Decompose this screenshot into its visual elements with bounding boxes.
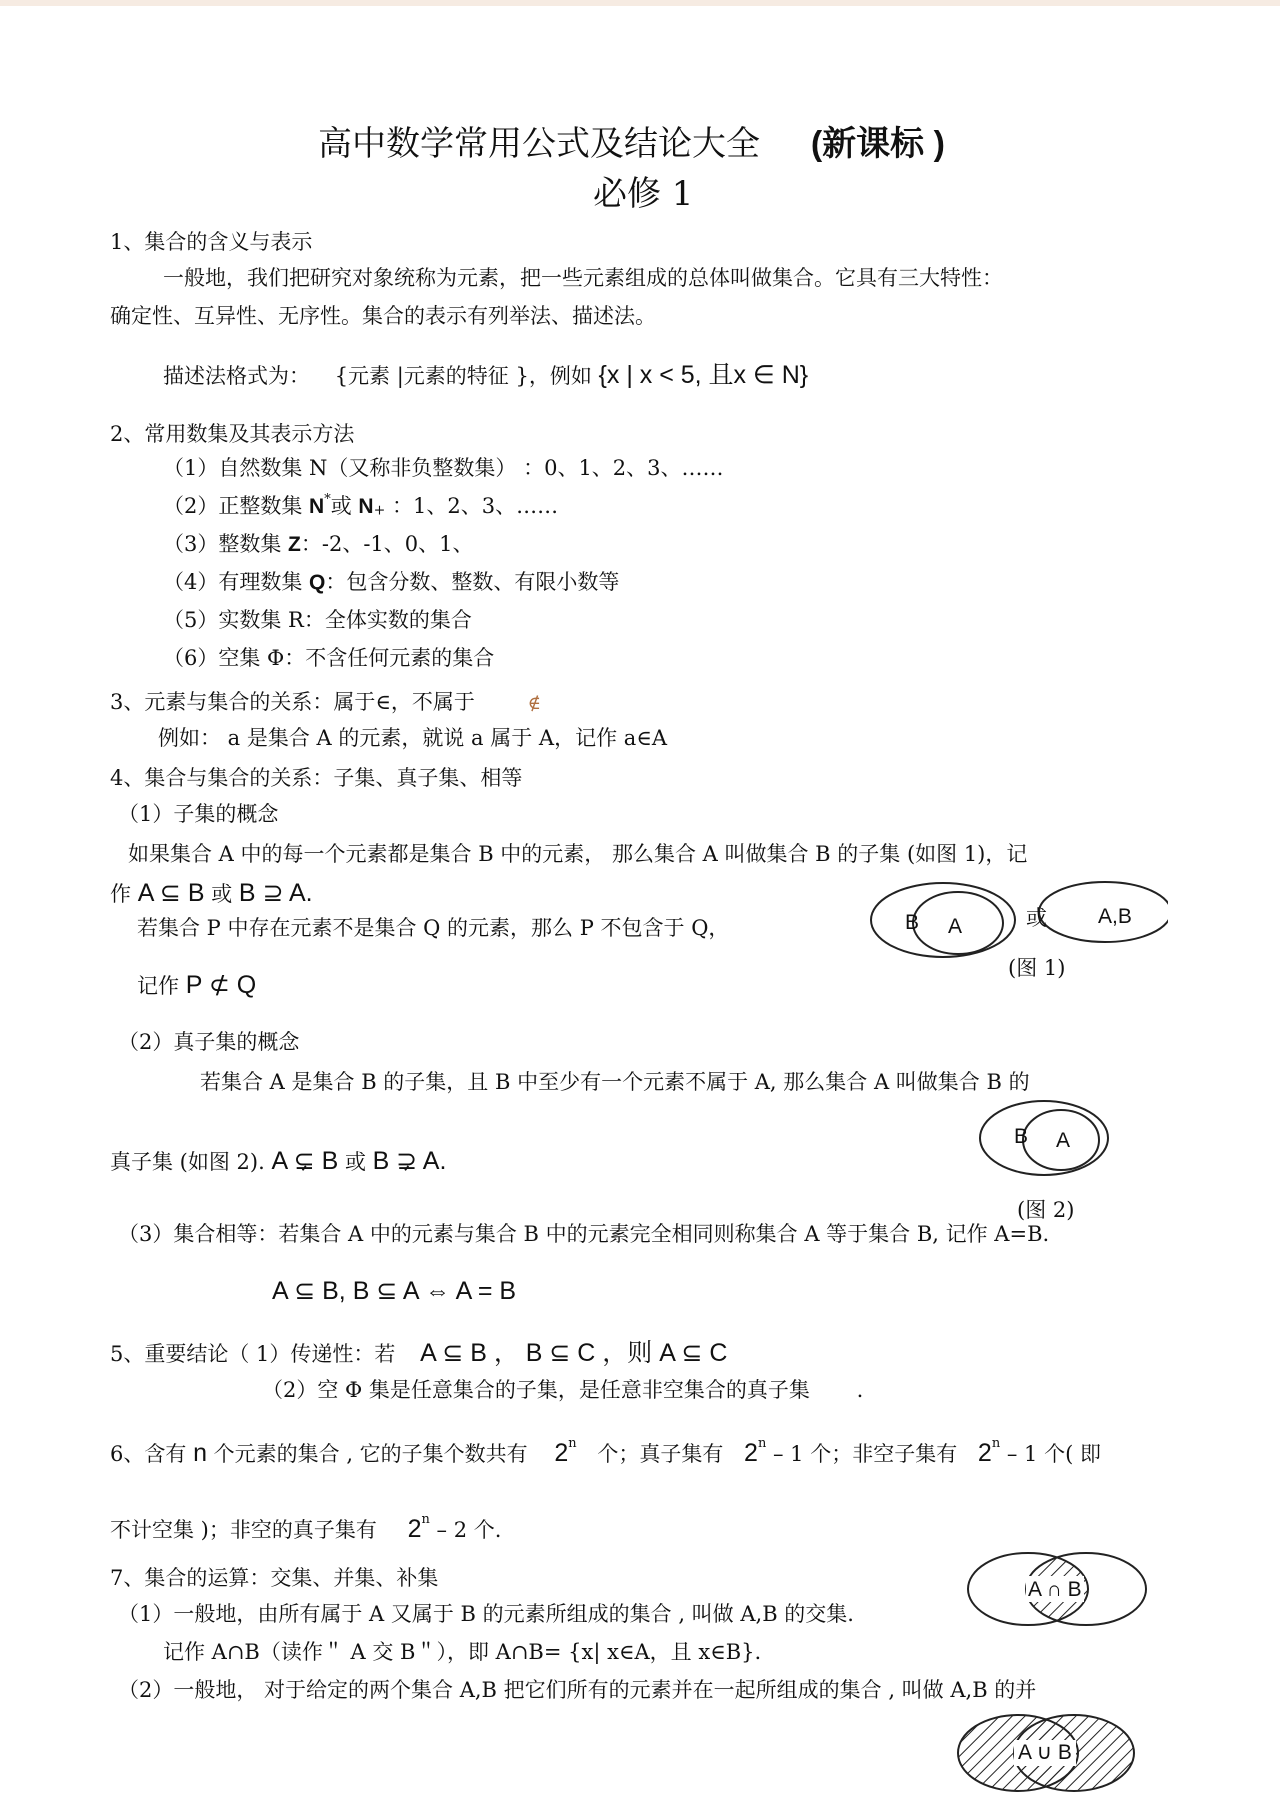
- number-set-natural: （1）自然数集 N（又称非负整数集） ：0、1、2、3、……: [163, 456, 724, 480]
- format-label: 描述法格式为：: [163, 364, 310, 388]
- subset-notation: 作 A ⊆ B 或 B ⊇ A.: [110, 879, 313, 907]
- section-1-heading: 1、集合的含义与表示: [110, 230, 313, 254]
- fig1-or: 或: [1026, 906, 1047, 930]
- fig2-label-a: A: [1056, 1129, 1071, 1152]
- intersection-label: A ∩ B: [1028, 1578, 1082, 1601]
- set-example: {x | x < 5, 且x ∈ N}: [598, 361, 809, 389]
- proper-subset-notation: 真子集 (如图 2). A ⊊ B 或 B ⊋ A.: [110, 1147, 447, 1175]
- not-belong-symbol: ∉: [527, 693, 541, 714]
- transitivity-expression: A ⊆ B ， B ⊆ C ，则 A ⊆ C: [420, 1339, 728, 1367]
- set-equality-definition: （3）集合相等：若集合 A 中的元素与集合 B 中的元素完全相同则称集合 A 等于集合 B, 记作 A=B.: [118, 1222, 1050, 1246]
- figure-2-caption: (图 2): [1017, 1198, 1075, 1222]
- section-1-para-2: 确定性、互异性、无序性。集合的表示有列举法、描述法。: [110, 304, 656, 328]
- title-main: 高中数学常用公式及结论大全: [318, 124, 760, 164]
- not-subset-text: 若集合 P 中存在元素不是集合 Q 的元素，那么 P 不包含于 Q，: [137, 916, 730, 940]
- top-border: [0, 0, 1280, 6]
- fig1-label-ab: A,B: [1098, 905, 1132, 928]
- superset-expression: B ⊇ A.: [238, 879, 313, 907]
- proper-subset-heading: （2）真子集的概念: [118, 1030, 300, 1054]
- figure-2-venn: [978, 1098, 1114, 1178]
- number-set-integer: （3）整数集 Z：-2、-1、0、1、: [163, 532, 474, 556]
- intersection-notation: 记作 A∩B（读作＂ A 交 B＂），即 A∩B= {x| x∈A，且 x∈B}.: [163, 1640, 762, 1664]
- subset-definition: 如果集合 A 中的每一个元素都是集合 B 中的元素， 那么集合 A 叫做集合 B 的子集 (如图 1)，记: [128, 842, 1028, 866]
- union-definition: （2）一般地， 对于给定的两个集合 A,B 把它们所有的元素并在一起所组成的集合 , 叫做 A,B 的并: [118, 1678, 1037, 1702]
- fig2-label-b: B: [1014, 1125, 1029, 1148]
- fig1-label-b: B: [905, 911, 920, 934]
- section-7-heading: 7、集合的运算：交集、并集、补集: [110, 1566, 439, 1590]
- proper-superset-expression: B ⊋ A.: [372, 1147, 447, 1175]
- page-subtitle: [593, 174, 693, 215]
- proper-subset-expression: A ⊊ B: [271, 1147, 339, 1175]
- subtitle-text: 必修 1: [593, 174, 694, 214]
- section-6-line-2: 不计空集 )；非空的真子集有 2$^n$ – 2 个.: [110, 1512, 502, 1543]
- proper-subset-definition: 若集合 A 是集合 B 的子集，且 B 中至少有一个元素不属于 A, 那么集合 A 叫做集合 B 的: [200, 1070, 1030, 1094]
- section-1-para-1: 一般地，我们把研究对象统称为元素，把一些元素组成的总体叫做集合。它具有三大特性：: [163, 266, 1003, 290]
- section-3-heading: 3、元素与集合的关系：属于∈，不属于 ∉: [110, 690, 541, 714]
- number-set-positive-integer: （2）正整数集 N*或 N+ ：1、2、3、……: [163, 492, 559, 519]
- section-4-heading: 4、集合与集合的关系：子集、真子集、相等: [110, 766, 523, 790]
- number-set-rational: （4）有理数集 Q：包含分数、整数、有限小数等: [163, 570, 620, 594]
- section-5-conclusion-2: （2）空 Φ 集是任意集合的子集，是任意非空集合的真子集 .: [262, 1378, 864, 1402]
- fig1-label-a: A: [948, 915, 963, 938]
- title-tag: (新课标 ): [810, 125, 945, 163]
- intersection-definition: （1）一般地，由所有属于 A 又属于 B 的元素所组成的集合 , 叫做 A,B 的交集.: [118, 1602, 854, 1626]
- figure-1-caption: (图 1): [1008, 956, 1066, 980]
- union-label: A ∪ B: [1018, 1741, 1072, 1764]
- number-set-real: （5）实数集 R：全体实数的集合: [163, 608, 472, 632]
- page-title: [318, 124, 945, 165]
- section-3-example: 例如： a 是集合 A 的元素，就说 a 属于 A，记作 a∈A: [158, 726, 668, 750]
- set-equality-expression: A ⊆ B, B ⊆ A ⇔ A = B: [272, 1277, 517, 1305]
- section-2-heading: 2、常用数集及其表示方法: [110, 422, 355, 446]
- not-subset-notation: 记作 P ⊄ Q: [137, 971, 257, 999]
- format-expression: {元素 |元素的特征 }，例如: [334, 364, 592, 388]
- section-5-heading: 5、重要结论（ 1）传递性：若 A ⊆ B ， B ⊆ C ，则 A ⊆ C: [110, 1339, 728, 1367]
- subset-expression: A ⊆ B: [137, 879, 205, 907]
- section-6-line-1: 6、含有 n 个元素的集合 , 它的子集个数共有 2$^n$ 个；真子集有 2$^n$ – 1 个；非空子集有 2$^n$ – 1 个( 即: [110, 1436, 1101, 1467]
- section-1-format: [163, 360, 808, 390]
- not-subset-expression: P ⊄ Q: [185, 971, 257, 999]
- subset-concept-heading: （1）子集的概念: [118, 802, 279, 826]
- number-set-empty: （6）空集 Φ：不含任何元素的集合: [163, 646, 495, 670]
